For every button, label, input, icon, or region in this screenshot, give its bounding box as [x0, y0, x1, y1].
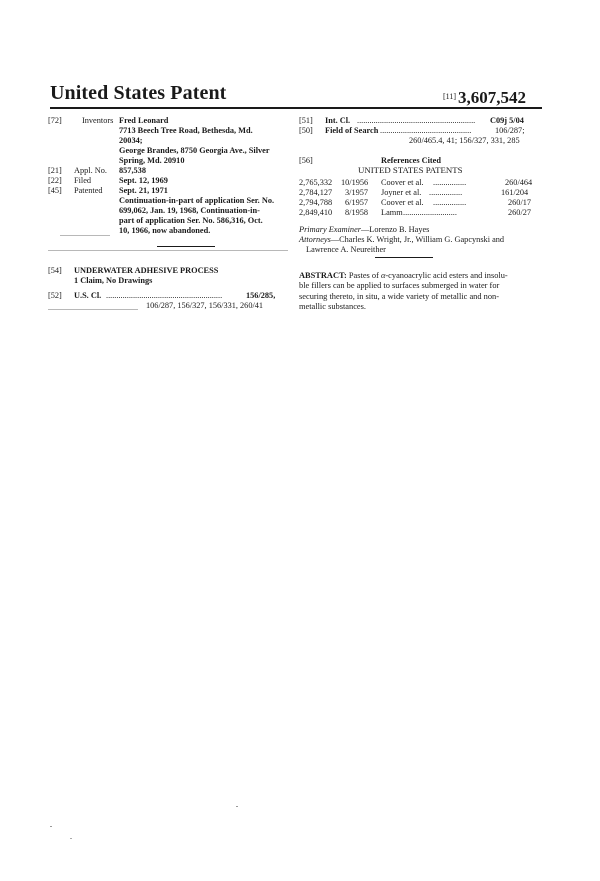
abstract: [299, 271, 541, 313]
reference-class: 260/17: [508, 198, 532, 207]
reference-class: 161/204: [501, 188, 529, 197]
references-subheading: UNITED STATES PATENTS: [358, 165, 463, 175]
abstract-line-1: ABSTRACT: Pastes of α-cyanoacrylic acid esters and insolu-: [299, 271, 508, 280]
reference-leader: ..........................: [403, 208, 457, 217]
alpha-symbol: α: [380, 271, 386, 280]
references-heading: References Cited: [381, 156, 441, 165]
reference-leader: ................: [433, 198, 467, 207]
reference-leader: ................: [433, 178, 467, 187]
reference-date: 3/1957: [345, 188, 369, 197]
patented-code: [45]: [48, 186, 62, 195]
references-code: [56]: [299, 156, 313, 165]
reference-row: [299, 178, 543, 188]
patent-number: [443, 88, 526, 108]
patented-label: Patented: [74, 186, 103, 195]
primary-examiner-label: Primary Examiner: [299, 225, 361, 234]
filed-label: Filed: [74, 176, 92, 185]
continuation-line-4: 10, 1966, now abandoned.: [119, 226, 211, 235]
scan-speck: [70, 838, 72, 839]
reference-number: 2,784,127: [299, 188, 333, 197]
appl-no-value: 857,538: [119, 166, 146, 175]
attorneys-label: Attorneys: [299, 235, 331, 244]
inventor-address-1: 7713 Beech Tree Road, Bethesda, Md.: [119, 126, 253, 135]
claims-summary: 1 Claim, No Drawings: [74, 276, 153, 285]
inventors-label: Inventors: [82, 116, 114, 125]
reference-name: Coover et al.: [381, 178, 424, 187]
int-cl-code: [51]: [299, 116, 313, 125]
reference-name: Coover et al.: [381, 198, 424, 207]
reference-row: [299, 198, 543, 208]
attorneys-line-2: Lawrence A. Neureither: [306, 245, 386, 254]
reference-number: 2,849,410: [299, 208, 333, 217]
continuation-line-2: 699,062, Jan. 19, 1968, Continuation-in-: [119, 206, 260, 215]
field-of-search-leader: ............................................: [380, 126, 472, 135]
field-of-search-code: [50]: [299, 126, 313, 135]
patent-number-tag: [11]: [443, 92, 457, 101]
continuation-line-3: part of application Ser. No. 586,316, Oct.: [119, 216, 263, 225]
reference-row: [299, 208, 543, 218]
section-divider-left: [157, 246, 215, 247]
reference-number: 2,765,332: [299, 178, 333, 187]
reference-row: [299, 188, 543, 198]
patented-value: Sept. 21, 1971: [119, 186, 168, 195]
field-of-search-value: 106/287;: [495, 126, 525, 135]
reference-date: 6/1957: [345, 198, 369, 207]
filed-code: [22]: [48, 176, 62, 185]
reference-number: 2,794,788: [299, 198, 333, 207]
us-cl-label: U.S. Cl.: [74, 291, 102, 300]
abstract-line-4: metallic substances.: [299, 302, 366, 312]
inventor-address-1b: 20034;: [119, 136, 143, 145]
reference-leader: ................: [429, 188, 463, 197]
scan-speck: [50, 826, 52, 827]
abstract-line-2: ble fillers can be applied to surfaces submerged in water for: [299, 281, 500, 291]
reference-class: 260/27: [508, 208, 532, 217]
inventors-code: [72]: [48, 116, 62, 125]
scan-speck: [236, 806, 238, 807]
primary-examiner-name: —Lorenzo B. Hayes: [360, 225, 430, 234]
scan-speck: [48, 309, 138, 310]
patent-number-value: 3,607,542: [458, 88, 527, 107]
appl-no-code: [21]: [48, 166, 62, 175]
reference-name: Joyner et al.: [381, 188, 422, 197]
patent-title: United States Patent: [50, 82, 227, 104]
continuation-line-1: Continuation-in-part of application Ser. No.: [119, 196, 275, 205]
appl-no-label: Appl. No.: [74, 166, 107, 175]
us-cl-code: [52]: [48, 291, 62, 300]
reference-date: 10/1956: [341, 178, 369, 187]
int-cl-value: C09j 5/04: [490, 116, 524, 125]
inventor-name-1: Fred Leonard: [119, 116, 169, 125]
reference-class: 260/464: [505, 178, 533, 187]
inventor-address-2: Spring, Md. 20910: [119, 156, 185, 165]
us-cl-value: 156/285,: [246, 291, 276, 300]
title-code: [54]: [48, 266, 62, 275]
field-of-search-label: Field of Search: [325, 126, 379, 135]
reference-date: 8/1958: [345, 208, 369, 217]
scan-speck: [60, 235, 110, 236]
header-rule: [50, 107, 542, 109]
us-cl-leader: ........................................................: [106, 291, 223, 300]
primary-examiner: [299, 225, 429, 234]
filed-value: Sept. 12, 1969: [119, 176, 168, 185]
int-cl-leader: .........................................................: [357, 116, 476, 125]
abstract-line-3: securing thereto, in situ, a wide variety of metallic and non-: [299, 291, 500, 301]
section-divider-right: [375, 257, 433, 258]
attorneys-names: —Charles K. Wright, Jr., William G. Gapcynski and: [330, 235, 505, 244]
reference-name: Lamm: [381, 208, 403, 217]
invention-title: UNDERWATER ADHESIVE PROCESS: [74, 266, 219, 275]
int-cl-label: Int. Cl.: [325, 116, 351, 125]
us-cl-line-2: 106/287, 156/327, 156/331, 260/41: [146, 301, 264, 310]
attorneys: [299, 235, 504, 244]
inventor-name-2: George Brandes, 8750 Georgia Ave., Silver: [119, 146, 270, 155]
abstract-label: ABSTRACT:: [299, 271, 347, 280]
scan-speck: [48, 250, 288, 251]
field-of-search-line-2: 260/465.4, 41; 156/327, 331, 285: [409, 136, 520, 145]
